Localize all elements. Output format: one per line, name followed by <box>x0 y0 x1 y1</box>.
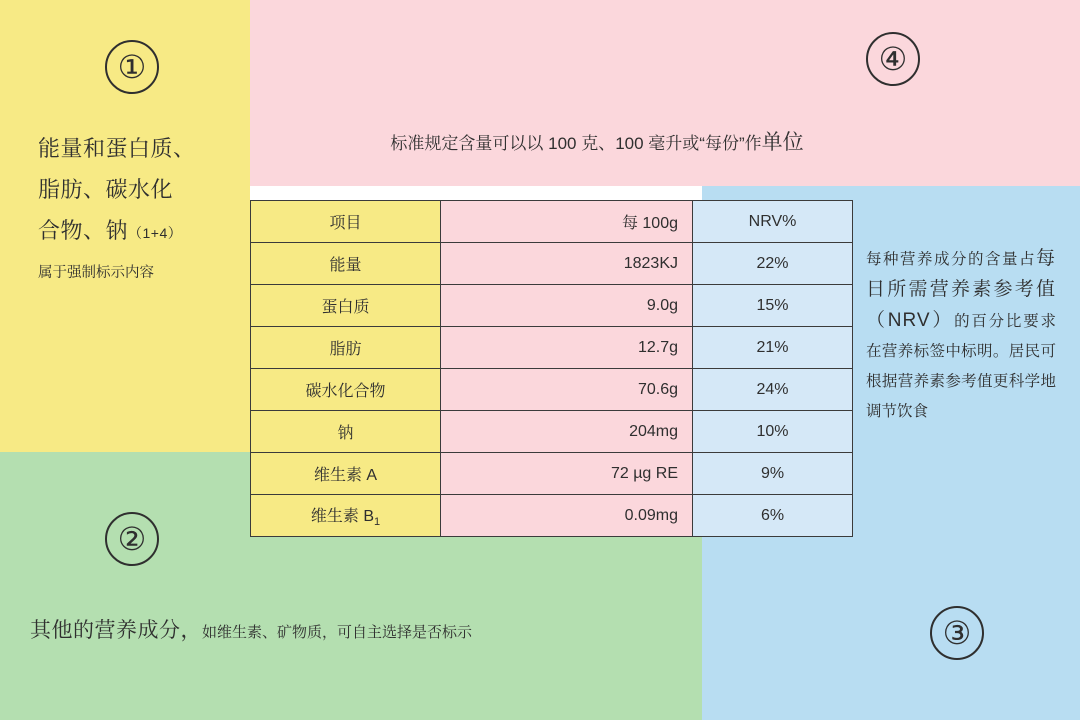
panel-optional-nutrients <box>30 614 472 644</box>
header-item: 项目 <box>251 201 441 243</box>
panel3-t8: 科学地调节饮食 <box>866 373 1056 420</box>
panel-unit-caption <box>262 130 932 157</box>
quadrant-pink-right <box>952 0 1080 186</box>
cell-amount: 204mg <box>441 411 693 453</box>
cell-nrv: 6% <box>693 495 853 537</box>
panel1-line3 <box>38 210 243 254</box>
panel1-line1: 能量和蛋白质、 <box>38 136 196 161</box>
table-row <box>251 495 853 537</box>
cell-item: 脂肪 <box>251 327 441 369</box>
panel3-t4-emphasis: （NRV） <box>866 310 955 331</box>
table-header-row <box>251 201 853 243</box>
panel3-t6: 中标明。居民可根 <box>866 343 1056 390</box>
panel-nrv-explanation <box>866 244 1056 427</box>
marker-1: ① <box>105 40 159 94</box>
panel1-line3-text: 合物、钠 <box>38 218 129 243</box>
table-row <box>251 453 853 495</box>
nutrition-facts-table <box>250 200 853 537</box>
cell-item-text: 维生素 B <box>310 507 374 525</box>
cell-nrv: 15% <box>693 285 853 327</box>
table-row <box>251 369 853 411</box>
panel1-subtext: 属于强制标示内容 <box>38 265 154 281</box>
quadrant-pink <box>250 0 952 186</box>
panel1-line2: 脂肪、碳水化 <box>38 177 174 202</box>
panel3-t5: 比要求在营养标签 <box>866 313 1056 360</box>
marker-3: ③ <box>930 606 984 660</box>
cell-nrv: 22% <box>693 243 853 285</box>
cell-item: 钠 <box>251 411 441 453</box>
cell-nrv: 9% <box>693 453 853 495</box>
cell-amount: 9.0g <box>441 285 693 327</box>
panel3-t2-emphasis: 每日所需 <box>866 248 1056 300</box>
panel3-t3-emphasis: 营养素参考值 <box>929 279 1056 300</box>
table-row <box>251 327 853 369</box>
table-row <box>251 243 853 285</box>
cell-amount: 1823KJ <box>441 243 693 285</box>
cell-nrv: 24% <box>693 369 853 411</box>
cell-item: 能量 <box>251 243 441 285</box>
header-amount: 每 100g <box>441 201 693 243</box>
panel3-t1: 每种营养成分的含 <box>866 251 1002 268</box>
cell-item <box>251 495 441 537</box>
cell-item-subscript: 1 <box>374 516 381 529</box>
panel3-t4: 的百分 <box>954 313 1006 330</box>
cell-amount: 12.7g <box>441 327 693 369</box>
panel-mandatory-items <box>38 128 243 284</box>
panel3-t2: 量占 <box>1001 251 1036 268</box>
cell-amount: 0.09mg <box>441 495 693 537</box>
header-nrv: NRV% <box>693 201 853 243</box>
cell-amount: 72 µg RE <box>441 453 693 495</box>
cell-item: 碳水化合物 <box>251 369 441 411</box>
panel2-rest: 如维生素、矿物质，可自主选择是否标示 <box>202 624 473 641</box>
table-row <box>251 411 853 453</box>
cell-nrv: 10% <box>693 411 853 453</box>
cell-nrv: 21% <box>693 327 853 369</box>
cell-item: 蛋白质 <box>251 285 441 327</box>
panel3-t7: 据营养素参考值更 <box>881 373 1009 390</box>
panel4-caption-emphasis: 单位 <box>761 131 804 154</box>
table-row <box>251 285 853 327</box>
panel4-caption-main: 标准规定含量可以以 100 克、100 毫升或“每份”作 <box>390 134 762 153</box>
marker-2: ② <box>105 512 159 566</box>
marker-4: ④ <box>866 32 920 86</box>
cell-amount: 70.6g <box>441 369 693 411</box>
panel1-line3-suffix: （1+4） <box>128 225 183 241</box>
panel2-emphasis: 其他的营养成分， <box>30 619 202 642</box>
cell-item: 维生素 A <box>251 453 441 495</box>
nutrition-table-body <box>251 201 853 537</box>
